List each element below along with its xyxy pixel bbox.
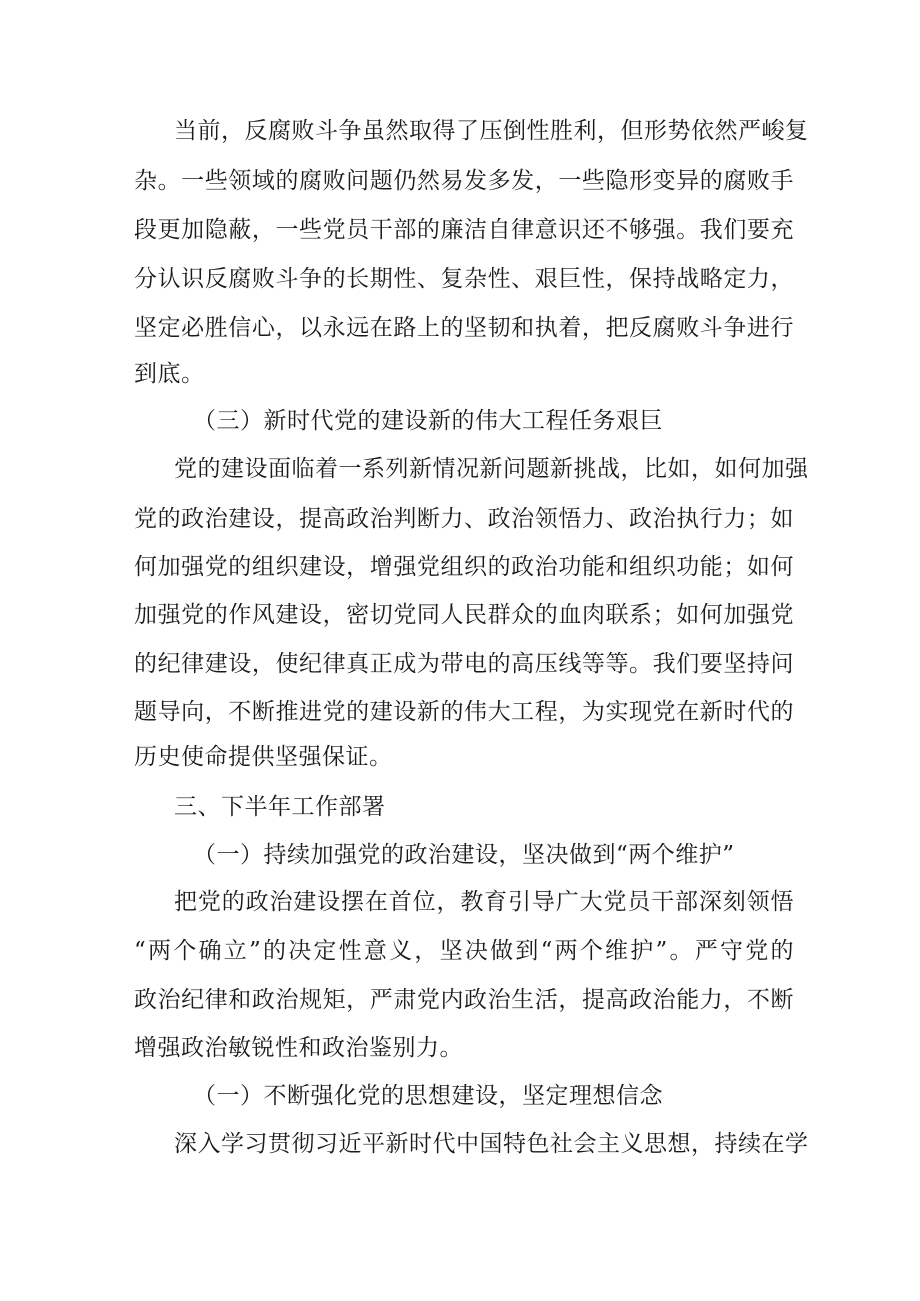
text-line: 增强政治敏锐性和政治鉴别力。 [134, 1035, 463, 1061]
text-line: 政治纪律和政治规矩，严肃党内政治生活，提高政治能力，不断 [134, 987, 794, 1013]
text-line: 深入学习贯彻习近平新时代中国特色社会主义思想，持续在学 [174, 1131, 809, 1157]
text-line: 坚定必胜信心，以永远在路上的坚韧和执着，把反腐败斗争进行 [134, 315, 794, 341]
text-line: 题导向，不断推进党的建设新的伟大工程，为实现党在新时代的 [134, 699, 794, 725]
text-line: 分认识反腐败斗争的长期性、复杂性、艰巨性，保持战略定力， [134, 266, 794, 292]
text-line: 党的政治建设，提高政治判断力、政治领悟力、政治执行力；如 [134, 506, 794, 532]
text-line: 加强党的作风建设，密切党同人民群众的血肉联系；如何加强党 [134, 602, 794, 628]
section-heading-work-plan: 三、下半年工作部署 [174, 794, 386, 820]
text-line: 历史使命提供坚强保证。 [134, 744, 393, 770]
subheading-party-building: （三）新时代党的建设新的伟大工程任务艰巨 [193, 408, 663, 434]
text-line: 当前，反腐败斗争虽然取得了压倒性胜利，但形势依然严峻复 [174, 118, 809, 144]
text-line: 党的建设面临着一系列新情况新问题新挑战，比如，如何加强 [174, 456, 809, 482]
subheading-ideological-building: （一）不断强化党的思想建设，坚定理想信念 [193, 1083, 663, 1109]
text-line: 把党的政治建设摆在首位，教育引导广大党员干部深刻领悟 [174, 889, 794, 915]
text-line: 的纪律建设，使纪律真正成为带电的高压线等等。我们要坚持问 [134, 651, 794, 677]
text-line: 何加强党的组织建设，增强党组织的政治功能和组织功能；如何 [134, 554, 794, 580]
subheading-political-building: （一）持续加强党的政治建设，坚决做到“两个维护” [193, 842, 735, 868]
text-line: 杂。一些领域的腐败问题仍然易发多发，一些隐形变异的腐败手 [134, 168, 794, 194]
text-line: 段更加隐蔽，一些党员干部的廉洁自律意识还不够强。我们要充 [134, 217, 794, 243]
text-line: 到底。 [134, 361, 205, 387]
text-line: “两个确立”的决定性意义，坚决做到“两个维护”。严守党的 [134, 938, 794, 964]
